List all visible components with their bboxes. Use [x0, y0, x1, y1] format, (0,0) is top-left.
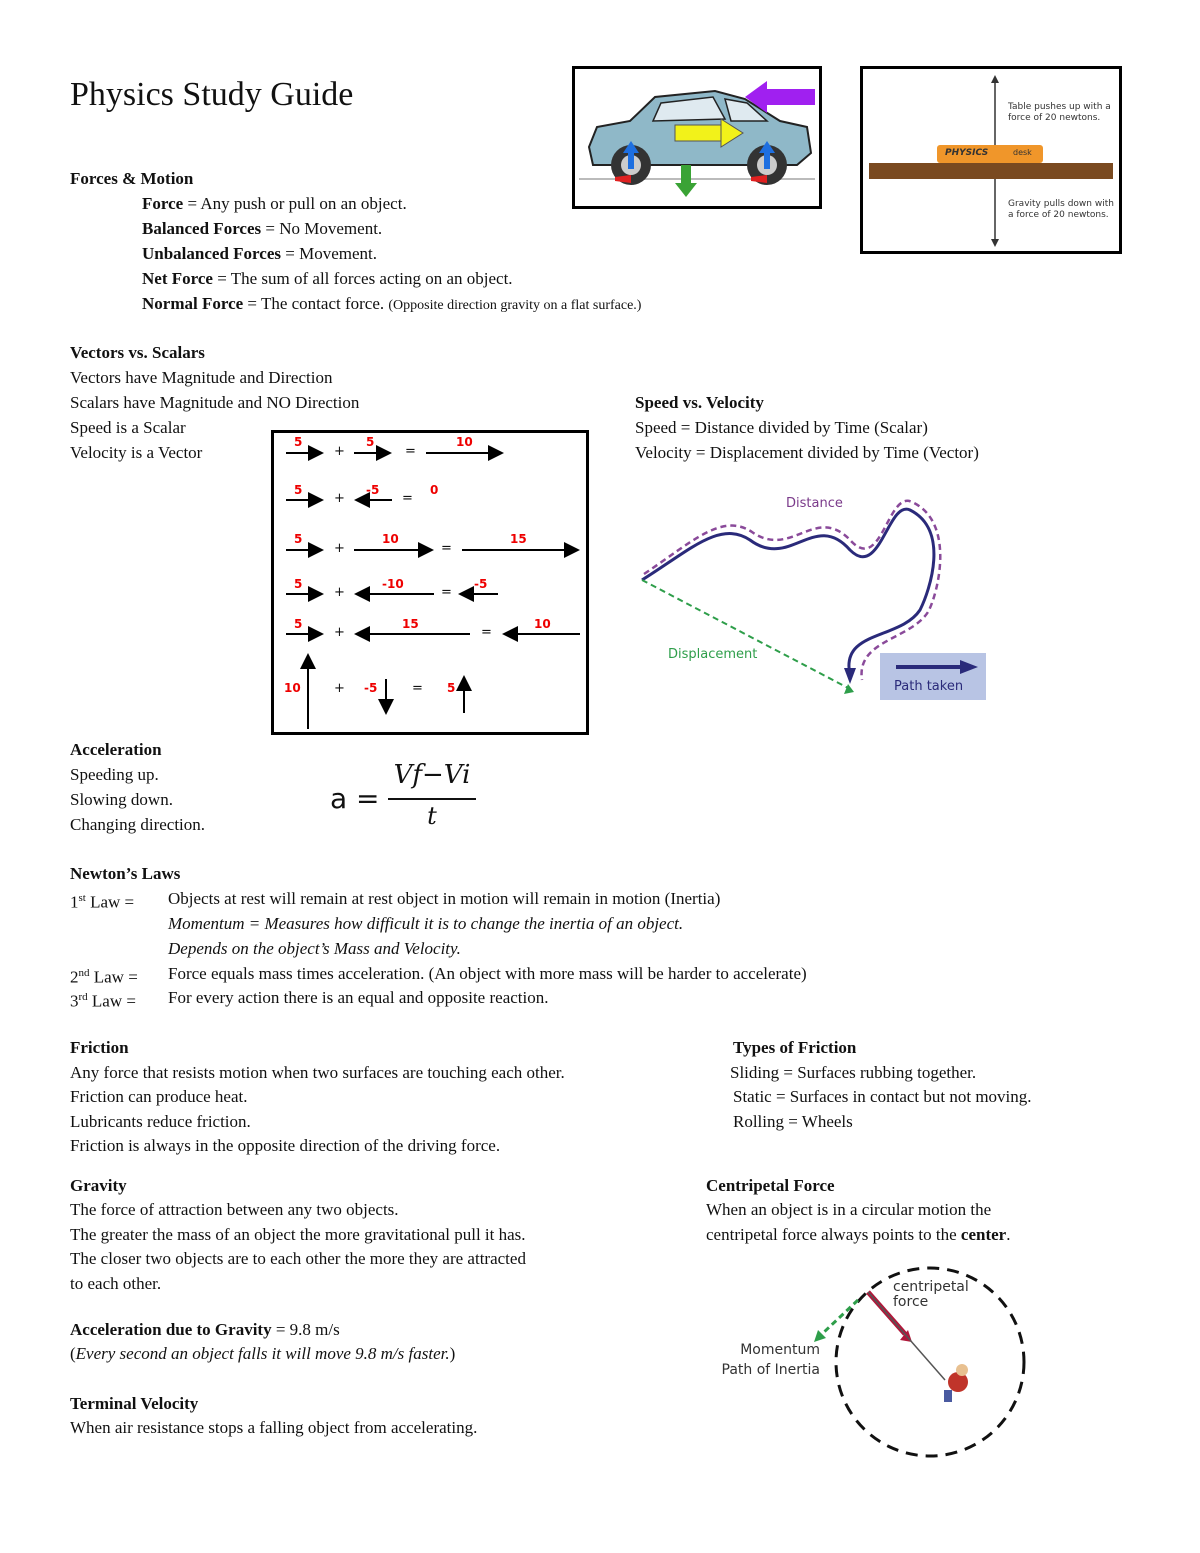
vector-row3-a: 5 [294, 532, 303, 546]
law1-depends: Depends on the object’s Mass and Velocity. [168, 939, 461, 958]
car-illustration [575, 69, 819, 206]
vector-row1-op: + [334, 444, 345, 459]
friction-line-3: Lubricants reduce friction. [70, 1112, 251, 1131]
vector-row5-op: + [334, 625, 345, 640]
vector-row2-b: -5 [366, 483, 380, 497]
forces-heading: Forces & Motion [70, 169, 194, 188]
formula-denominator: t [427, 802, 437, 830]
vector-row1-eq: = [405, 444, 416, 459]
vector-row1-c: 10 [456, 435, 473, 449]
vector-row3-eq: = [441, 541, 452, 556]
friction-line-4: Friction is always in the opposite direction of the driving force. [70, 1136, 501, 1155]
speed-heading: Speed vs. Velocity [635, 393, 764, 412]
formula-lhs: a = [330, 782, 380, 815]
vector-row5-a: 5 [294, 617, 303, 631]
gravity-line-2: The greater the mass of an object the more gravitational pull it has. [70, 1225, 526, 1244]
friction-line-1: Any force that resists motion when two surfaces are touching each other. [70, 1063, 565, 1082]
desk-label: desk [1013, 148, 1032, 157]
centripetal-line-1: When an object is in a circular motion the [706, 1200, 992, 1219]
gravity-heading: Gravity [70, 1176, 127, 1195]
car-forces-figure [572, 66, 822, 209]
distance-displacement-figure [630, 480, 1000, 705]
vector-row6-op: + [334, 681, 345, 696]
vector-row4-eq: = [441, 585, 452, 600]
gravity-line-4: to each other. [70, 1274, 162, 1293]
centripetal-heading: Centripetal Force [706, 1176, 835, 1195]
law1-momentum: Momentum = Measures how difficult it is to change the inertia of an object. [168, 914, 684, 933]
vector-row5-eq: = [481, 625, 492, 640]
vector-row4-a: 5 [294, 577, 303, 591]
vector-addition-box [271, 430, 589, 735]
inertia-path-label: Path of Inertia [721, 1362, 820, 1378]
accel-gravity-line: Acceleration due to Gravity = 9.8 m/s [70, 1320, 340, 1339]
vector-arrows [274, 433, 586, 732]
accel-gravity-note: (Every second an object falls it will move 9.8 m/s faster.) [70, 1344, 456, 1363]
law1-label: 1st Law = [70, 892, 135, 912]
law2-text: Force equals mass times acceleration. (An object with more mass will be harder to accelerate) [168, 964, 807, 983]
vector-row6-c: 5 [447, 681, 456, 695]
vectors-line-1: Vectors have Magnitude and Direction [70, 368, 333, 387]
acceleration-line-3: Changing direction. [70, 815, 206, 834]
newton-heading: Newton’s Laws [70, 864, 181, 883]
vector-row2-op: + [334, 491, 345, 506]
distance-label: Distance [786, 496, 843, 511]
centripetal-figure [700, 1262, 1040, 1462]
terminal-line: When air resistance stops a falling object from accelerating. [70, 1418, 478, 1437]
displacement-label: Displacement [668, 647, 758, 662]
acceleration-line-2: Slowing down. [70, 790, 173, 809]
vector-row5-c: 10 [534, 617, 551, 631]
law3-label: 3rd Law = [70, 991, 136, 1011]
vectors-heading: Vectors vs. Scalars [70, 343, 205, 362]
table-forces-figure [860, 66, 1122, 254]
acceleration-heading: Acceleration [70, 740, 162, 759]
vector-row1-a: 5 [294, 435, 303, 449]
vector-row2-c: 0 [430, 483, 439, 497]
acceleration-line-1: Speeding up. [70, 765, 159, 784]
net-force-line: Net Force = The sum of all forces acting on an object. [142, 269, 513, 288]
vector-row1-b: 5 [366, 435, 375, 449]
terminal-heading: Terminal Velocity [70, 1394, 199, 1413]
friction-line-2: Friction can produce heat. [70, 1087, 248, 1106]
speed-line-1: Speed = Distance divided by Time (Scalar) [635, 418, 928, 437]
vector-row5-b: 15 [402, 617, 419, 631]
gravity-line-3: The closer two objects are to each other the more they are attracted [70, 1249, 526, 1268]
centripetal-force-label: centripetal force [893, 1279, 969, 1310]
vector-row2-eq: = [402, 491, 413, 506]
vectors-line-3: Speed is a Scalar [70, 418, 186, 437]
gravity-line-1: The force of attraction between any two objects. [70, 1200, 399, 1219]
vector-row6-a: 10 [284, 681, 301, 695]
vector-row3-c: 15 [510, 532, 527, 546]
table-illustration [863, 69, 1119, 251]
vector-row3-op: + [334, 541, 345, 556]
speed-line-2: Velocity = Displacement divided by Time (Vector) [635, 443, 979, 462]
law2-label: 2nd Law = [70, 967, 138, 987]
vector-row4-c: -5 [474, 577, 488, 591]
acceleration-formula [330, 758, 490, 838]
vector-row4-b: -10 [382, 577, 404, 591]
law3-text: For every action there is an equal and opposite reaction. [168, 988, 549, 1007]
force-line: Force = Any push or pull on an object. [142, 194, 407, 213]
friction-type-static: Static = Surfaces in contact but not moving. [733, 1087, 1032, 1106]
page-title: Physics Study Guide [70, 76, 354, 113]
vector-row4-op: + [334, 585, 345, 600]
friction-type-sliding: Sliding = Surfaces rubbing together. [730, 1063, 977, 1082]
vector-row3-b: 10 [382, 532, 399, 546]
vectors-line-4: Velocity is a Vector [70, 443, 203, 462]
vector-row6-eq: = [412, 681, 423, 696]
gravity-down-text: Gravity pulls down with a force of 20 newtons. [1008, 199, 1114, 220]
path-diagram [630, 480, 1000, 705]
formula-bar [388, 798, 476, 800]
centripetal-line-2: centripetal force always points to the center. [706, 1225, 1011, 1244]
momentum-label: Momentum [740, 1342, 820, 1358]
vector-row6-b: -5 [364, 681, 378, 695]
table-up-text: Table pushes up with a force of 20 newtons. [1008, 102, 1111, 123]
unbalanced-line: Unbalanced Forces = Movement. [142, 244, 377, 263]
formula-numerator: Vf−Vi [393, 760, 471, 790]
law1-text: Objects at rest will remain at rest object in motion will remain in motion (Inertia) [168, 889, 721, 908]
friction-type-rolling: Rolling = Wheels [733, 1112, 853, 1131]
normal-force-line: Normal Force = The contact force. (Opposite direction gravity on a flat surface.) [142, 294, 642, 313]
vector-row2-a: 5 [294, 483, 303, 497]
vectors-line-2: Scalars have Magnitude and NO Direction [70, 393, 360, 412]
friction-types-heading: Types of Friction [733, 1038, 857, 1057]
friction-heading: Friction [70, 1038, 129, 1057]
balanced-line: Balanced Forces = No Movement. [142, 219, 383, 238]
book-label: PHYSICS [945, 148, 989, 158]
path-taken-label: Path taken [894, 679, 964, 694]
